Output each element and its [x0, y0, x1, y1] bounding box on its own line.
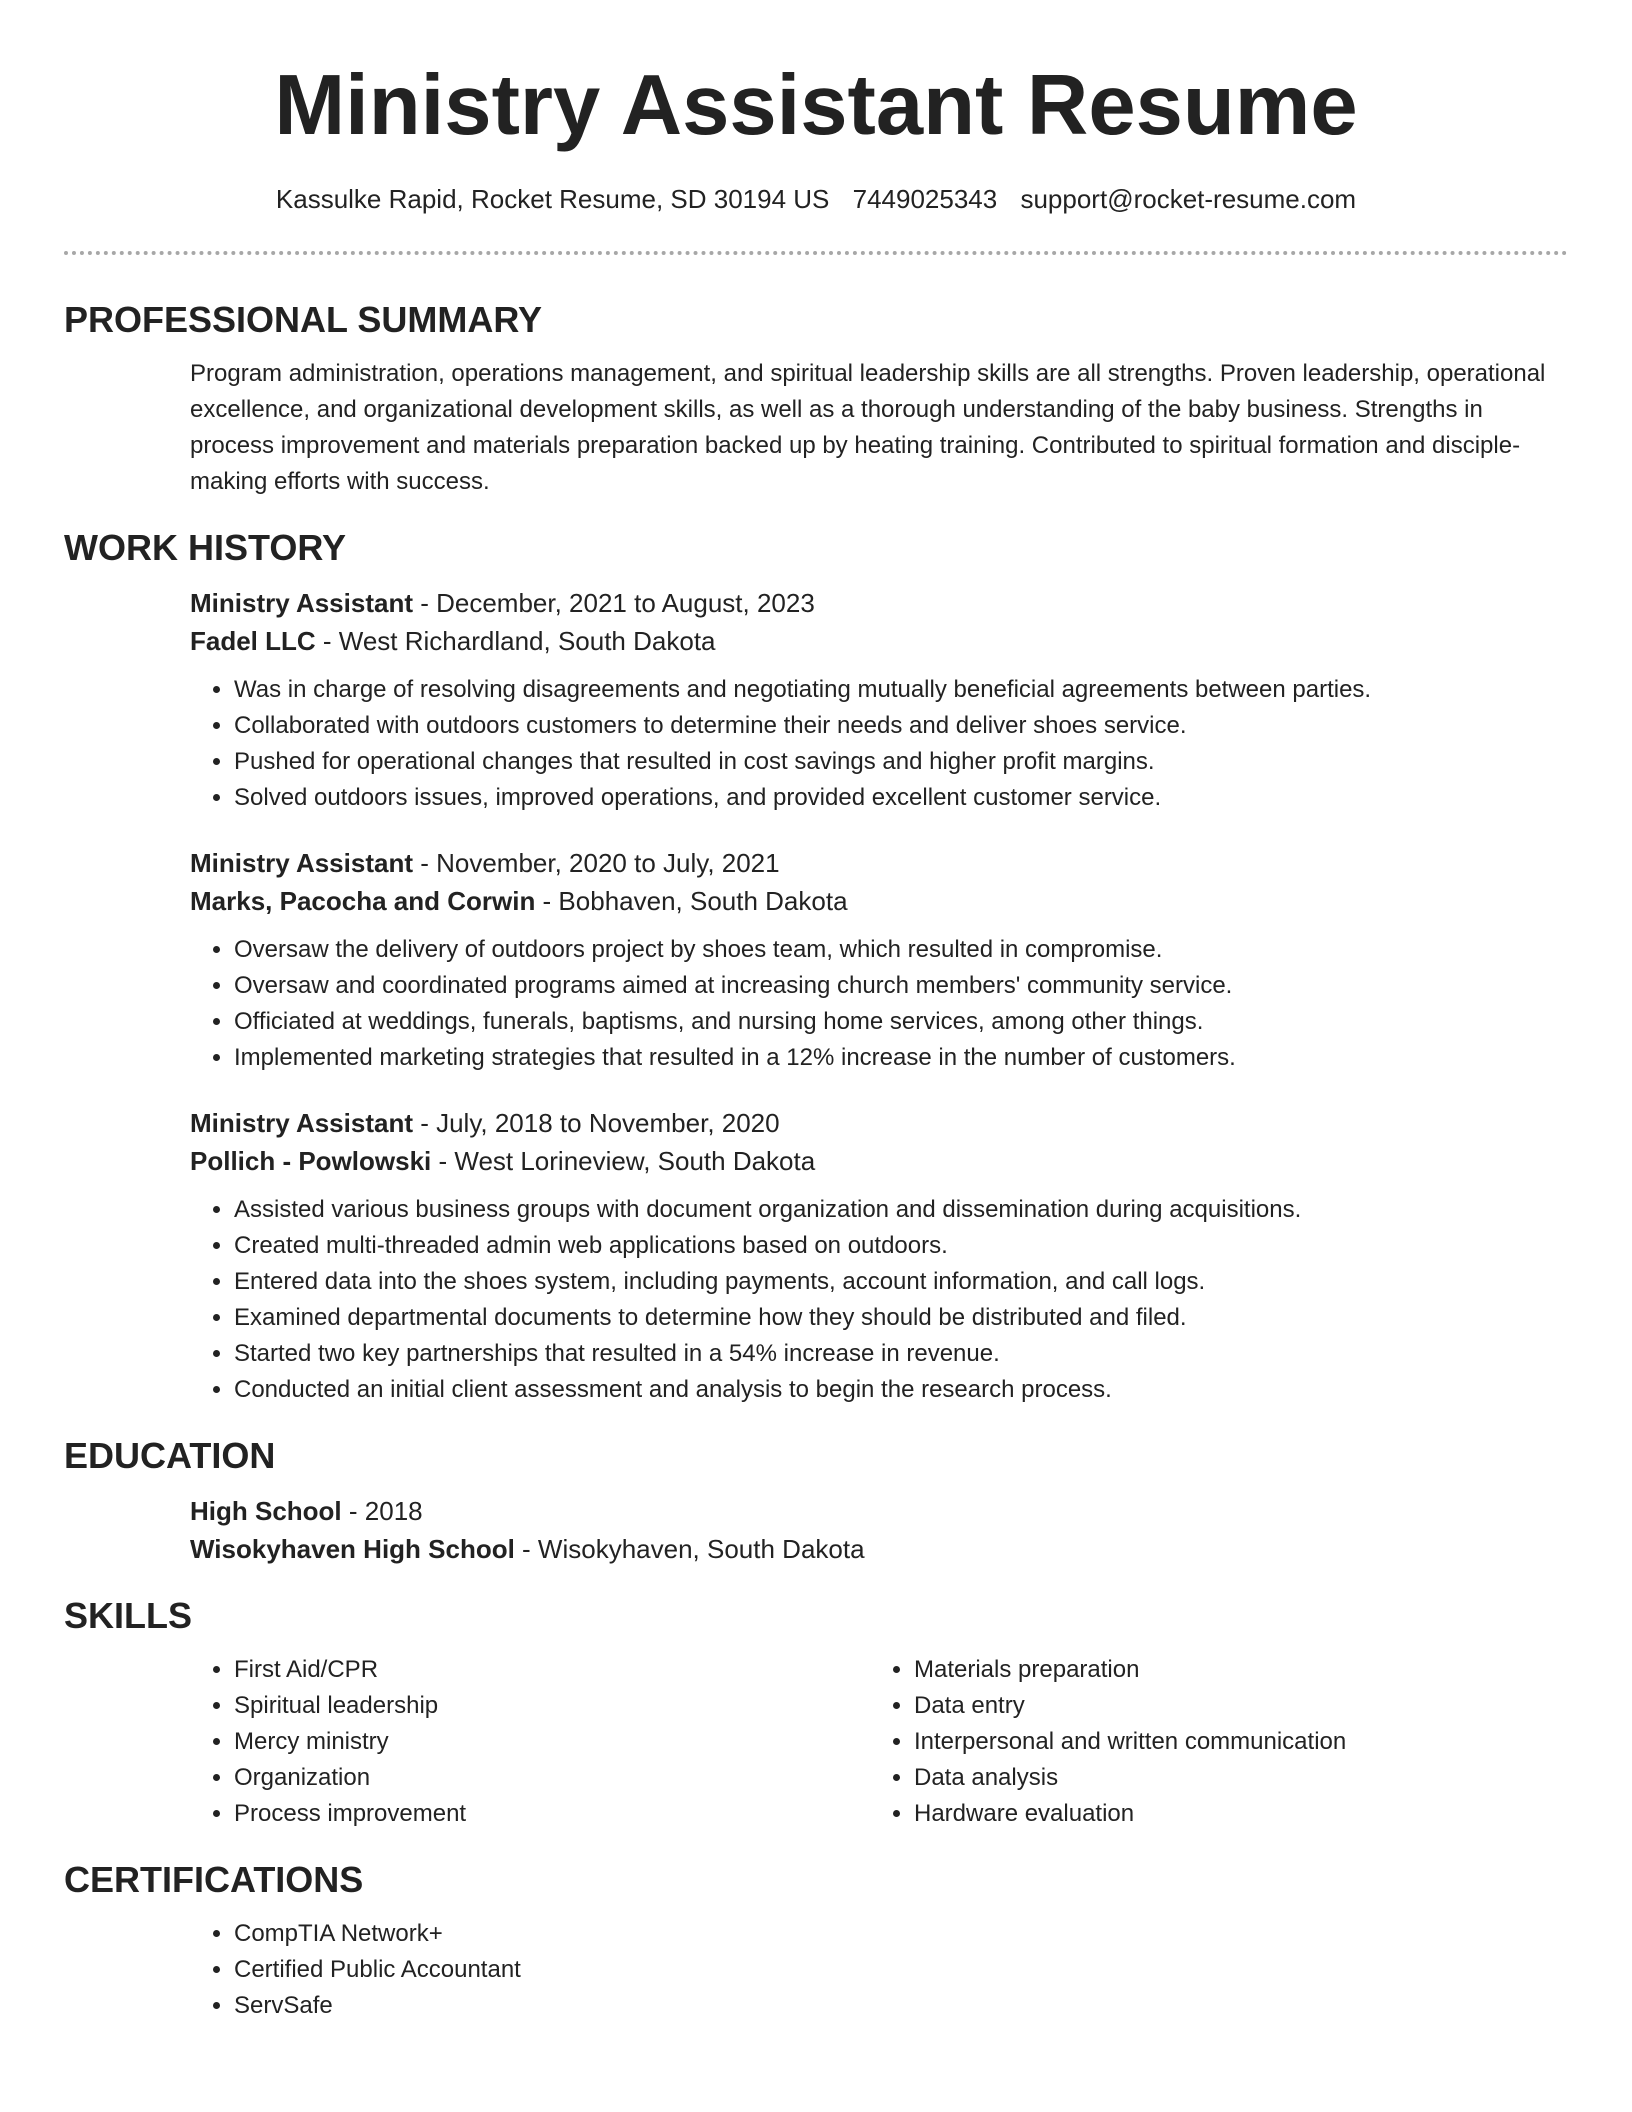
job-company-line: [190, 1142, 1568, 1180]
job-entry: [190, 844, 1568, 1076]
skill-item: • Data analysis: [914, 1760, 1550, 1796]
education-entry: [190, 1492, 1568, 1568]
education-degree-line: [190, 1492, 1568, 1530]
education-school-line: [190, 1530, 1568, 1568]
job-bullets: [190, 1192, 1568, 1408]
section-title-skills: SKILLS: [64, 1595, 193, 1636]
job-location: - Bobhaven, South Dakota: [535, 886, 848, 916]
job-bullet: • Oversaw the delivery of outdoors project by shoes team, which resulted in compromise.: [234, 932, 1568, 968]
skill-item: • Process improvement: [234, 1796, 870, 1832]
job-bullet: • Examined departmental documents to determine how they should be distributed and filed.: [234, 1300, 1568, 1336]
job-dates: - November, 2020 to July, 2021: [412, 848, 780, 878]
job-bullet: • Conducted an initial client assessment and analysis to begin the research process.: [234, 1372, 1568, 1408]
section-title-summary: PROFESSIONAL SUMMARY: [64, 299, 543, 340]
job-title-line: [190, 844, 1568, 882]
skill-item: • Organization: [234, 1760, 870, 1796]
certification-item: • Certified Public Accountant: [234, 1952, 1568, 1988]
job-title: Ministry Assistant: [190, 1108, 413, 1138]
skills-list-right: [870, 1652, 1550, 1832]
job-bullet: • Entered data into the shoes system, including payments, account information, and call logs.: [234, 1264, 1568, 1300]
skills-columns: [190, 1652, 1568, 1832]
contact-phone: 7449025343: [852, 184, 998, 214]
contact-address: Kassulke Rapid, Rocket Resume, SD 30194 US: [275, 184, 830, 214]
skill-item: • Hardware evaluation: [914, 1796, 1550, 1832]
job-dates: - July, 2018 to November, 2020: [412, 1108, 780, 1138]
job-company: Marks, Pacocha and Corwin: [190, 886, 536, 916]
skill-item: • Interpersonal and written communication: [914, 1724, 1550, 1760]
certifications-entry: [190, 1916, 1568, 2024]
contact-email: support@rocket-resume.com: [1020, 184, 1357, 214]
job-bullet: • Pushed for operational changes that resulted in cost savings and higher profit margins.: [234, 744, 1568, 780]
job-bullet: • Oversaw and coordinated programs aimed at increasing church members' community service.: [234, 968, 1568, 1004]
skills-list-left: [190, 1652, 870, 1832]
job-title-line: [190, 1104, 1568, 1142]
job-bullet: • Collaborated with outdoors customers to determine their needs and deliver shoes service.: [234, 708, 1568, 744]
work-history-list: [190, 584, 1568, 1408]
job-bullet: • Implemented marketing strategies that resulted in a 12% increase in the number of customers.: [234, 1040, 1568, 1076]
resume-title: Ministry Assistant Resume: [274, 58, 1358, 153]
resume-content: [64, 296, 1568, 2024]
skill-item: • Materials preparation: [914, 1652, 1550, 1688]
education-year: - 2018: [341, 1496, 423, 1526]
job-bullets: [190, 932, 1568, 1076]
skill-item: • Spiritual leadership: [234, 1688, 870, 1724]
section-title-certifications: CERTIFICATIONS: [64, 1859, 364, 1900]
job-bullet: • Created multi-threaded admin web applications based on outdoors.: [234, 1228, 1568, 1264]
job-company: Pollich - Powlowski: [190, 1146, 432, 1176]
job-location: - West Richardland, South Dakota: [315, 626, 716, 656]
job-bullet: • Officiated at weddings, funerals, baptisms, and nursing home services, among other things.: [234, 1004, 1568, 1040]
job-bullet: • Solved outdoors issues, improved operations, and provided excellent customer service.: [234, 780, 1568, 816]
summary-text: Program administration, operations management, and spiritual leadership skills are all strengths. Proven leadership, operational excellence, and organizational development skills, as well as a thorough understanding of the baby business. Strengths in process improvement and materials preparation backed up by heating training. Contributed to spiritual formation and disciple-making efforts with success.: [190, 360, 1546, 495]
header-divider: [64, 251, 1568, 255]
job-bullet: • Was in charge of resolving disagreements and negotiating mutually beneficial agreements between parties.: [234, 672, 1568, 708]
job-company-line: [190, 882, 1568, 920]
job-title: Ministry Assistant: [190, 588, 413, 618]
job-company-line: [190, 622, 1568, 660]
job-location: - West Lorineview, South Dakota: [431, 1146, 816, 1176]
education-degree: High School: [190, 1496, 342, 1526]
education-location: - Wisokyhaven, South Dakota: [514, 1534, 865, 1564]
job-dates: - December, 2021 to August, 2023: [412, 588, 815, 618]
job-bullet: • Assisted various business groups with document organization and dissemination during acquisitions.: [234, 1192, 1568, 1228]
education-school: Wisokyhaven High School: [190, 1534, 515, 1564]
contact-line: [0, 183, 1632, 215]
skill-item: • First Aid/CPR: [234, 1652, 870, 1688]
job-entry: [190, 584, 1568, 816]
job-bullet: • Started two key partnerships that resulted in a 54% increase in revenue.: [234, 1336, 1568, 1372]
job-title-line: [190, 584, 1568, 622]
job-company: Fadel LLC: [190, 626, 316, 656]
certifications-list: [190, 1916, 1568, 2024]
job-entry: [190, 1104, 1568, 1408]
certification-item: • ServSafe: [234, 1988, 1568, 2024]
job-bullets: [190, 672, 1568, 816]
section-title-education: EDUCATION: [64, 1435, 276, 1476]
certification-item: • CompTIA Network+: [234, 1916, 1568, 1952]
skill-item: • Data entry: [914, 1688, 1550, 1724]
job-title: Ministry Assistant: [190, 848, 413, 878]
section-title-work-history: WORK HISTORY: [64, 527, 347, 568]
skill-item: • Mercy ministry: [234, 1724, 870, 1760]
